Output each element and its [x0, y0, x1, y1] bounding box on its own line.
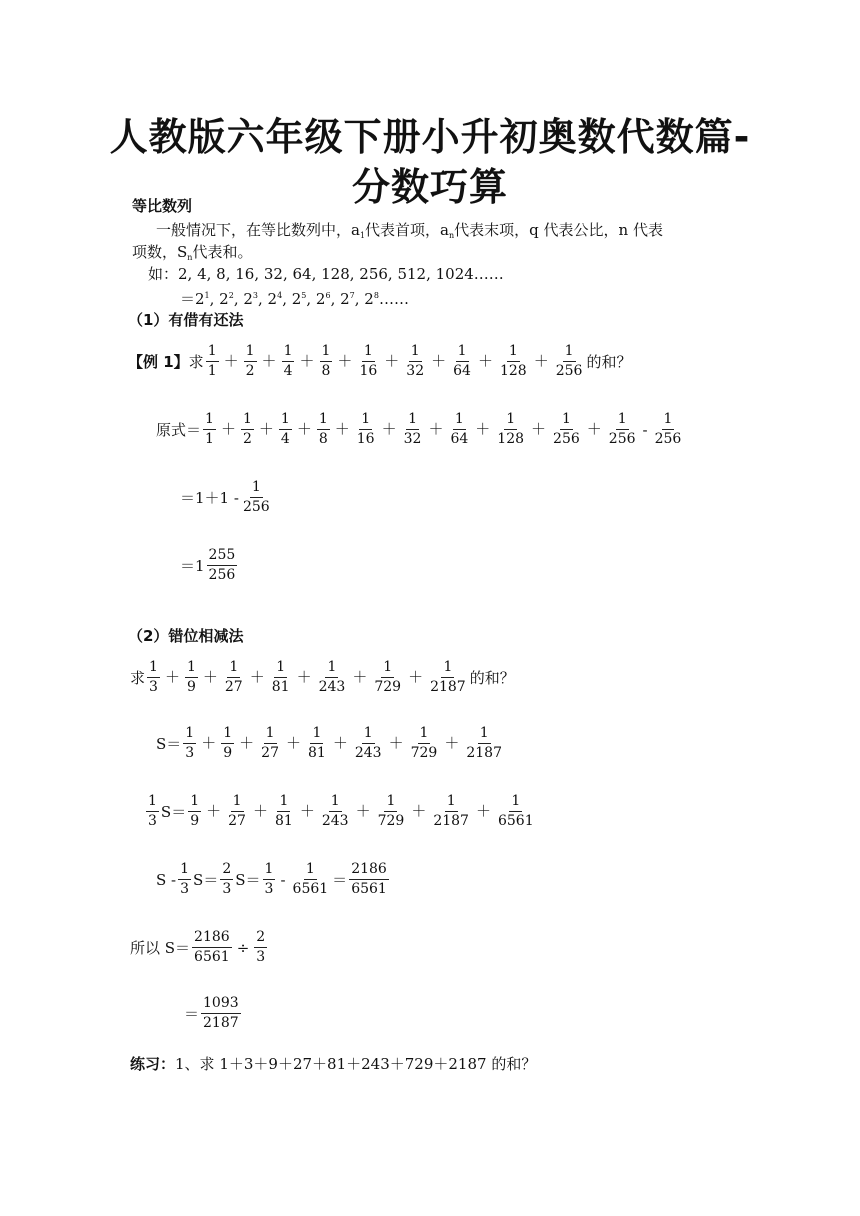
fraction: $\frac{1}{243}$ — [318, 659, 346, 695]
example2-expression: 求 $\frac{1}{3}$ ＋ $\frac{1}{9}$ ＋ $\frac{1}{27}$ ＋ $\frac{1}{81}$ ＋ $\frac{1}{243}$ ＋ $\frac{1}{729}$ ＋ $\frac{1}{2187}$ 的和？ — [130, 659, 515, 695]
example-sequence: 如：2, 4, 8, 16, 32, 64, 128, 256, 512, 1024…… — [148, 265, 504, 283]
fraction: $\frac{2186}{6561}$ — [194, 929, 230, 965]
solution1-step3: ＝1 $\frac{255}{256}$ — [180, 547, 236, 583]
fraction: $\frac{1}{64}$ — [453, 343, 471, 379]
fraction: $\frac{1}{3}$ — [149, 659, 158, 695]
fraction: $\frac{1}{243}$ — [321, 793, 349, 829]
fraction: $\frac{1}{2187}$ — [430, 659, 466, 695]
fraction: $\frac{1}{1}$ — [207, 343, 217, 379]
fraction: $\frac{1}{9}$ — [190, 793, 200, 829]
solution1-expression: 原式＝ $\frac{1}{1}$ ＋ $\frac{1}{2}$ ＋ $\frac{1}{4}$ ＋ $\frac{1}{8}$ ＋ $\frac{1}{16}$ ＋ $\frac{1}{32}$ ＋ $\frac{1}{64}$ ＋ $\frac{1}{128}$ ＋ $\frac{1}{256}$ ＋ $\frac{1}{256}$ - $\frac{1}{256}$ — [156, 411, 682, 447]
fraction: $\frac{2186}{6561}$ — [351, 861, 387, 897]
fraction: $\frac{1}{27}$ — [228, 793, 246, 829]
fraction: $\frac{1}{27}$ — [261, 725, 279, 761]
example1-expression: 【例 1】 求 $\frac{1}{1}$ ＋ $\frac{1}{2}$ ＋ $\frac{1}{4}$ ＋ $\frac{1}{8}$ ＋ $\frac{1}{16}$ ＋ $\frac{1}{32}$ ＋ $\frac{1}{64}$ ＋ $\frac{1}{128}$ ＋ $\frac{1}{256}$ 的和？ — [128, 343, 632, 379]
difference-expression: S - $\frac{1}{3}$ S＝ $\frac{2}{3}$ S＝ $\frac{1}{3}$ - $\frac{1}{6561}$ ＝ $\frac{2186}{6561}$ — [156, 861, 387, 897]
fraction: $\frac{1}{3}$ — [180, 861, 190, 897]
s-definition: S＝ $\frac{1}{3}$ ＋ $\frac{1}{9}$ ＋ $\frac{1}{27}$ ＋ $\frac{1}{81}$ ＋ $\frac{1}{243}$ ＋ $\frac{1}{729}$ ＋ $\frac{1}{2187}$ — [156, 725, 502, 761]
fraction: $\frac{1}{2187}$ — [433, 793, 469, 829]
fraction: $\frac{1}{4}$ — [283, 343, 293, 379]
fraction: $\frac{1}{256}$ — [242, 479, 270, 515]
fraction: $\frac{1}{729}$ — [377, 793, 405, 829]
fraction: $\frac{1}{8}$ — [321, 343, 331, 379]
fraction: $\frac{1}{6561}$ — [497, 793, 534, 829]
fraction: $\frac{1}{81}$ — [271, 659, 290, 695]
fraction: $\frac{1093}{2187}$ — [203, 995, 239, 1031]
final-result: ＝ $\frac{1093}{2187}$ — [184, 995, 239, 1031]
fraction: $\frac{1}{256}$ — [555, 343, 583, 379]
fraction: $\frac{1}{32}$ — [406, 343, 425, 379]
fraction: $\frac{1}{729}$ — [410, 725, 438, 761]
fraction: $\frac{1}{32}$ — [403, 411, 422, 447]
fraction: $\frac{1}{16}$ — [359, 343, 378, 379]
fraction: $\frac{1}{16}$ — [356, 411, 375, 447]
fraction: $\frac{1}{128}$ — [497, 411, 525, 447]
third-s-expression: $\frac{1}{3}$ S＝ $\frac{1}{9}$ ＋ $\frac{1}{27}$ ＋ $\frac{1}{81}$ ＋ $\frac{1}{243}$ ＋ $\frac{1}{729}$ ＋ $\frac{1}{2187}$ ＋ $\frac{1}{6561}$ — [148, 793, 534, 829]
fraction: $\frac{1}{1}$ — [205, 411, 214, 447]
solution1-step2: ＝1＋1 - $\frac{1}{256}$ — [180, 479, 270, 515]
fraction: $\frac{2}{3}$ — [222, 861, 232, 897]
fraction: $\frac{1}{3}$ — [264, 861, 274, 897]
fraction: $\frac{1}{9}$ — [223, 725, 233, 761]
fraction: $\frac{1}{2}$ — [242, 411, 252, 447]
fraction: $\frac{1}{27}$ — [224, 659, 243, 695]
fraction: $\frac{1}{81}$ — [308, 725, 326, 761]
intro-line2: 项数，$S_n$代表和。 — [132, 243, 253, 262]
page-title-line2: 分数巧算 — [351, 165, 508, 209]
intro-line1: 一般情况下，在等比数列中，$a_1$代表首项，$a_n$代表末项，q 代表公比，n 代表 — [156, 221, 663, 240]
fraction: $\frac{1}{6561}$ — [292, 861, 329, 897]
method2-heading: （2）错位相减法 — [128, 627, 244, 645]
fraction: $\frac{1}{2}$ — [245, 343, 255, 379]
practice-line: 练习：1、求 1＋3＋9＋27＋81＋243＋729＋2187 的和？ — [130, 1055, 537, 1073]
fraction: $\frac{1}{243}$ — [354, 725, 382, 761]
fraction: $\frac{1}{4}$ — [280, 411, 290, 447]
section-heading-geometric: 等比数列 — [132, 197, 193, 215]
fraction: $\frac{1}{256}$ — [608, 411, 636, 447]
fraction: $\frac{1}{2187}$ — [466, 725, 502, 761]
so-expression: 所以 S＝ $\frac{2186}{6561}$ ÷ $\frac{2}{3}$ — [130, 929, 266, 965]
powers-line: $=2^1$, $2^2$, $2^3$, $2^4$, $2^5$, $2^6$, $2^7$, $2^8\dots\dots$ — [180, 290, 409, 308]
fraction: $\frac{255}{256}$ — [208, 547, 236, 583]
fraction: $\frac{1}{256}$ — [654, 411, 682, 447]
fraction: $\frac{1}{3}$ — [185, 725, 195, 761]
fraction: $\frac{1}{256}$ — [553, 411, 580, 447]
fraction: $\frac{1}{729}$ — [374, 659, 402, 695]
fraction: $\frac{1}{3}$ — [148, 793, 157, 829]
fraction: $\frac{1}{64}$ — [450, 411, 469, 447]
method1-heading: （1）有借有还法 — [128, 311, 244, 329]
page-title-line1: 人教版六年级下册小升初奥数代数篇- — [109, 115, 751, 159]
fraction: $\frac{2}{3}$ — [256, 929, 266, 965]
fraction: $\frac{1}{81}$ — [274, 793, 293, 829]
fraction: $\frac{1}{128}$ — [499, 343, 527, 379]
fraction: $\frac{1}{9}$ — [186, 659, 196, 695]
fraction: $\frac{1}{8}$ — [318, 411, 328, 447]
